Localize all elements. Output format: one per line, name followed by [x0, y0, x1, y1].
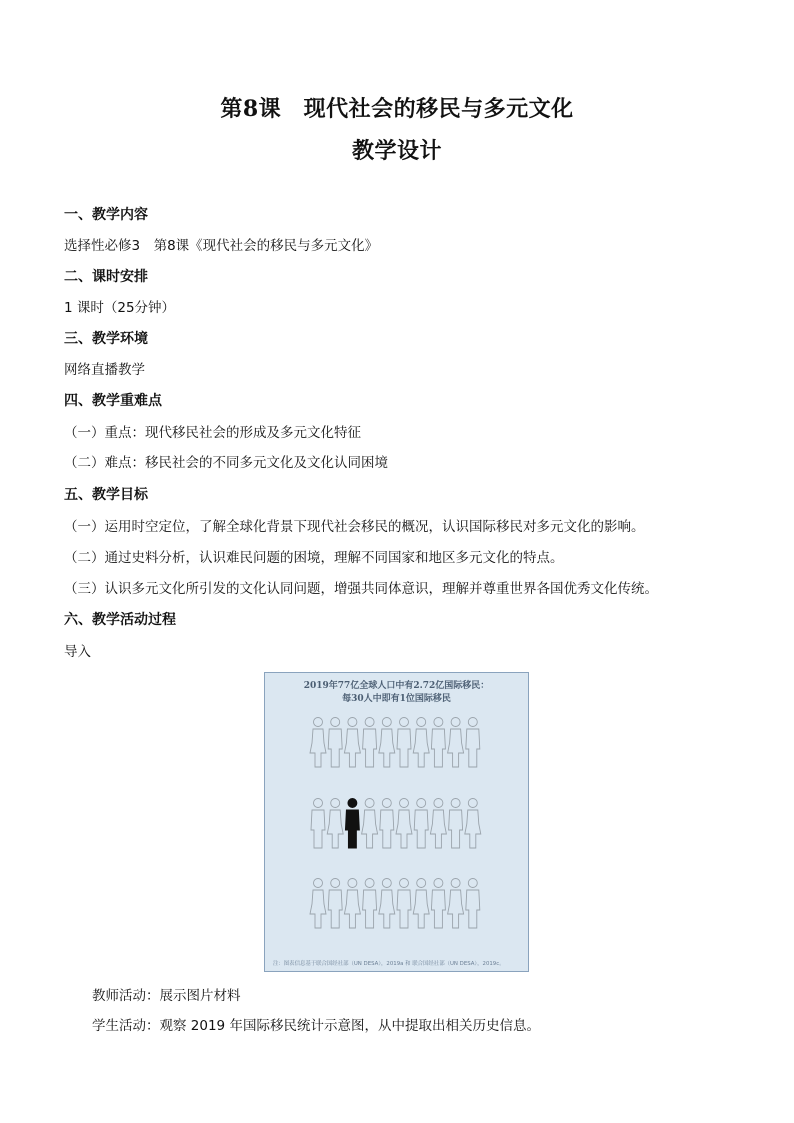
person-icon: [310, 718, 326, 768]
person-icon: [328, 879, 342, 929]
section-heading-environment: 三、教学环境: [64, 331, 148, 347]
objective-item: （二）通过史料分析，认识难民问题的困境，理解不同国家和地区多元文化的特点。: [64, 550, 564, 566]
objective-item: （三）认识多元文化所引发的文化认同问题，增强共同体意识，理解并尊重世界各国优秀文化传统。: [64, 581, 658, 597]
person-icon: [311, 799, 325, 849]
person-icon: [414, 799, 428, 849]
section-text-schedule: 1 课时（25分钟）: [64, 300, 176, 316]
section-heading-process: 六、教学活动过程: [64, 612, 176, 628]
person-icon: [363, 879, 377, 929]
migrant-statistics-figure: [264, 672, 529, 972]
person-icon: [379, 718, 395, 768]
figure-title: 2019年77亿全球人口中有2.72亿国际移民：: [303, 681, 490, 691]
person-icon: [448, 718, 464, 768]
person-icon: [397, 718, 411, 768]
person-icon: [413, 718, 429, 768]
person-icon: [466, 718, 480, 768]
difficulty-item: （二）难点：移民社会的不同多元文化及文化认同困境: [64, 455, 388, 471]
section-heading-objectives: 五、教学目标: [64, 487, 148, 503]
objective-item: （一）运用时空定位，了解全球化背景下现代社会移民的概况，认识国际移民对多元文化的影响。: [64, 519, 645, 535]
person-icon: [328, 718, 342, 768]
person-icon: [310, 879, 326, 929]
section-heading-schedule: 二、课时安排: [64, 269, 148, 285]
person-icon: [430, 799, 446, 849]
lesson-subtitle: 教学设计: [351, 138, 442, 164]
person-icon: [466, 879, 480, 929]
student-activity: 学生活动：观察 2019 年国际移民统计示意图，从中提取出相关历史信息。: [92, 1018, 540, 1034]
section-text-environment: 网络直播教学: [64, 362, 145, 378]
figure-note: 注：图表信息基于联合国经社部（UN DESA），2019a 和 联合国经社部（UN DESA），2019c。: [273, 961, 505, 967]
person-icon: [413, 879, 429, 929]
person-icon: [431, 879, 445, 929]
intro-label: 导入: [64, 644, 91, 660]
section-text-content: 选择性必修3 第8课《现代社会的移民与多元文化》: [64, 238, 379, 254]
people-pictogram: [265, 673, 527, 969]
person-icon: [449, 799, 463, 849]
migrant-person-icon: [345, 799, 359, 849]
person-icon: [431, 718, 445, 768]
key-point-item: （一）重点：现代移民社会的形成及多元文化特征: [64, 425, 361, 441]
figure-subtitle: 每30人中即有1位国际移民: [342, 694, 451, 704]
person-icon: [362, 799, 378, 849]
person-icon: [363, 718, 377, 768]
person-icon: [380, 799, 394, 849]
person-icon: [344, 718, 360, 768]
person-icon: [344, 879, 360, 929]
person-icon: [327, 799, 343, 849]
teacher-activity: 教师活动：展示图片材料: [92, 988, 241, 1004]
section-heading-content: 一、教学内容: [64, 207, 148, 223]
lesson-title: 第8课 现代社会的移民与多元文化: [220, 96, 574, 122]
section-heading-key-points: 四、教学重难点: [64, 393, 162, 409]
person-icon: [379, 879, 395, 929]
person-icon: [448, 879, 464, 929]
person-icon: [397, 879, 411, 929]
person-icon: [396, 799, 412, 849]
person-icon: [465, 799, 481, 849]
